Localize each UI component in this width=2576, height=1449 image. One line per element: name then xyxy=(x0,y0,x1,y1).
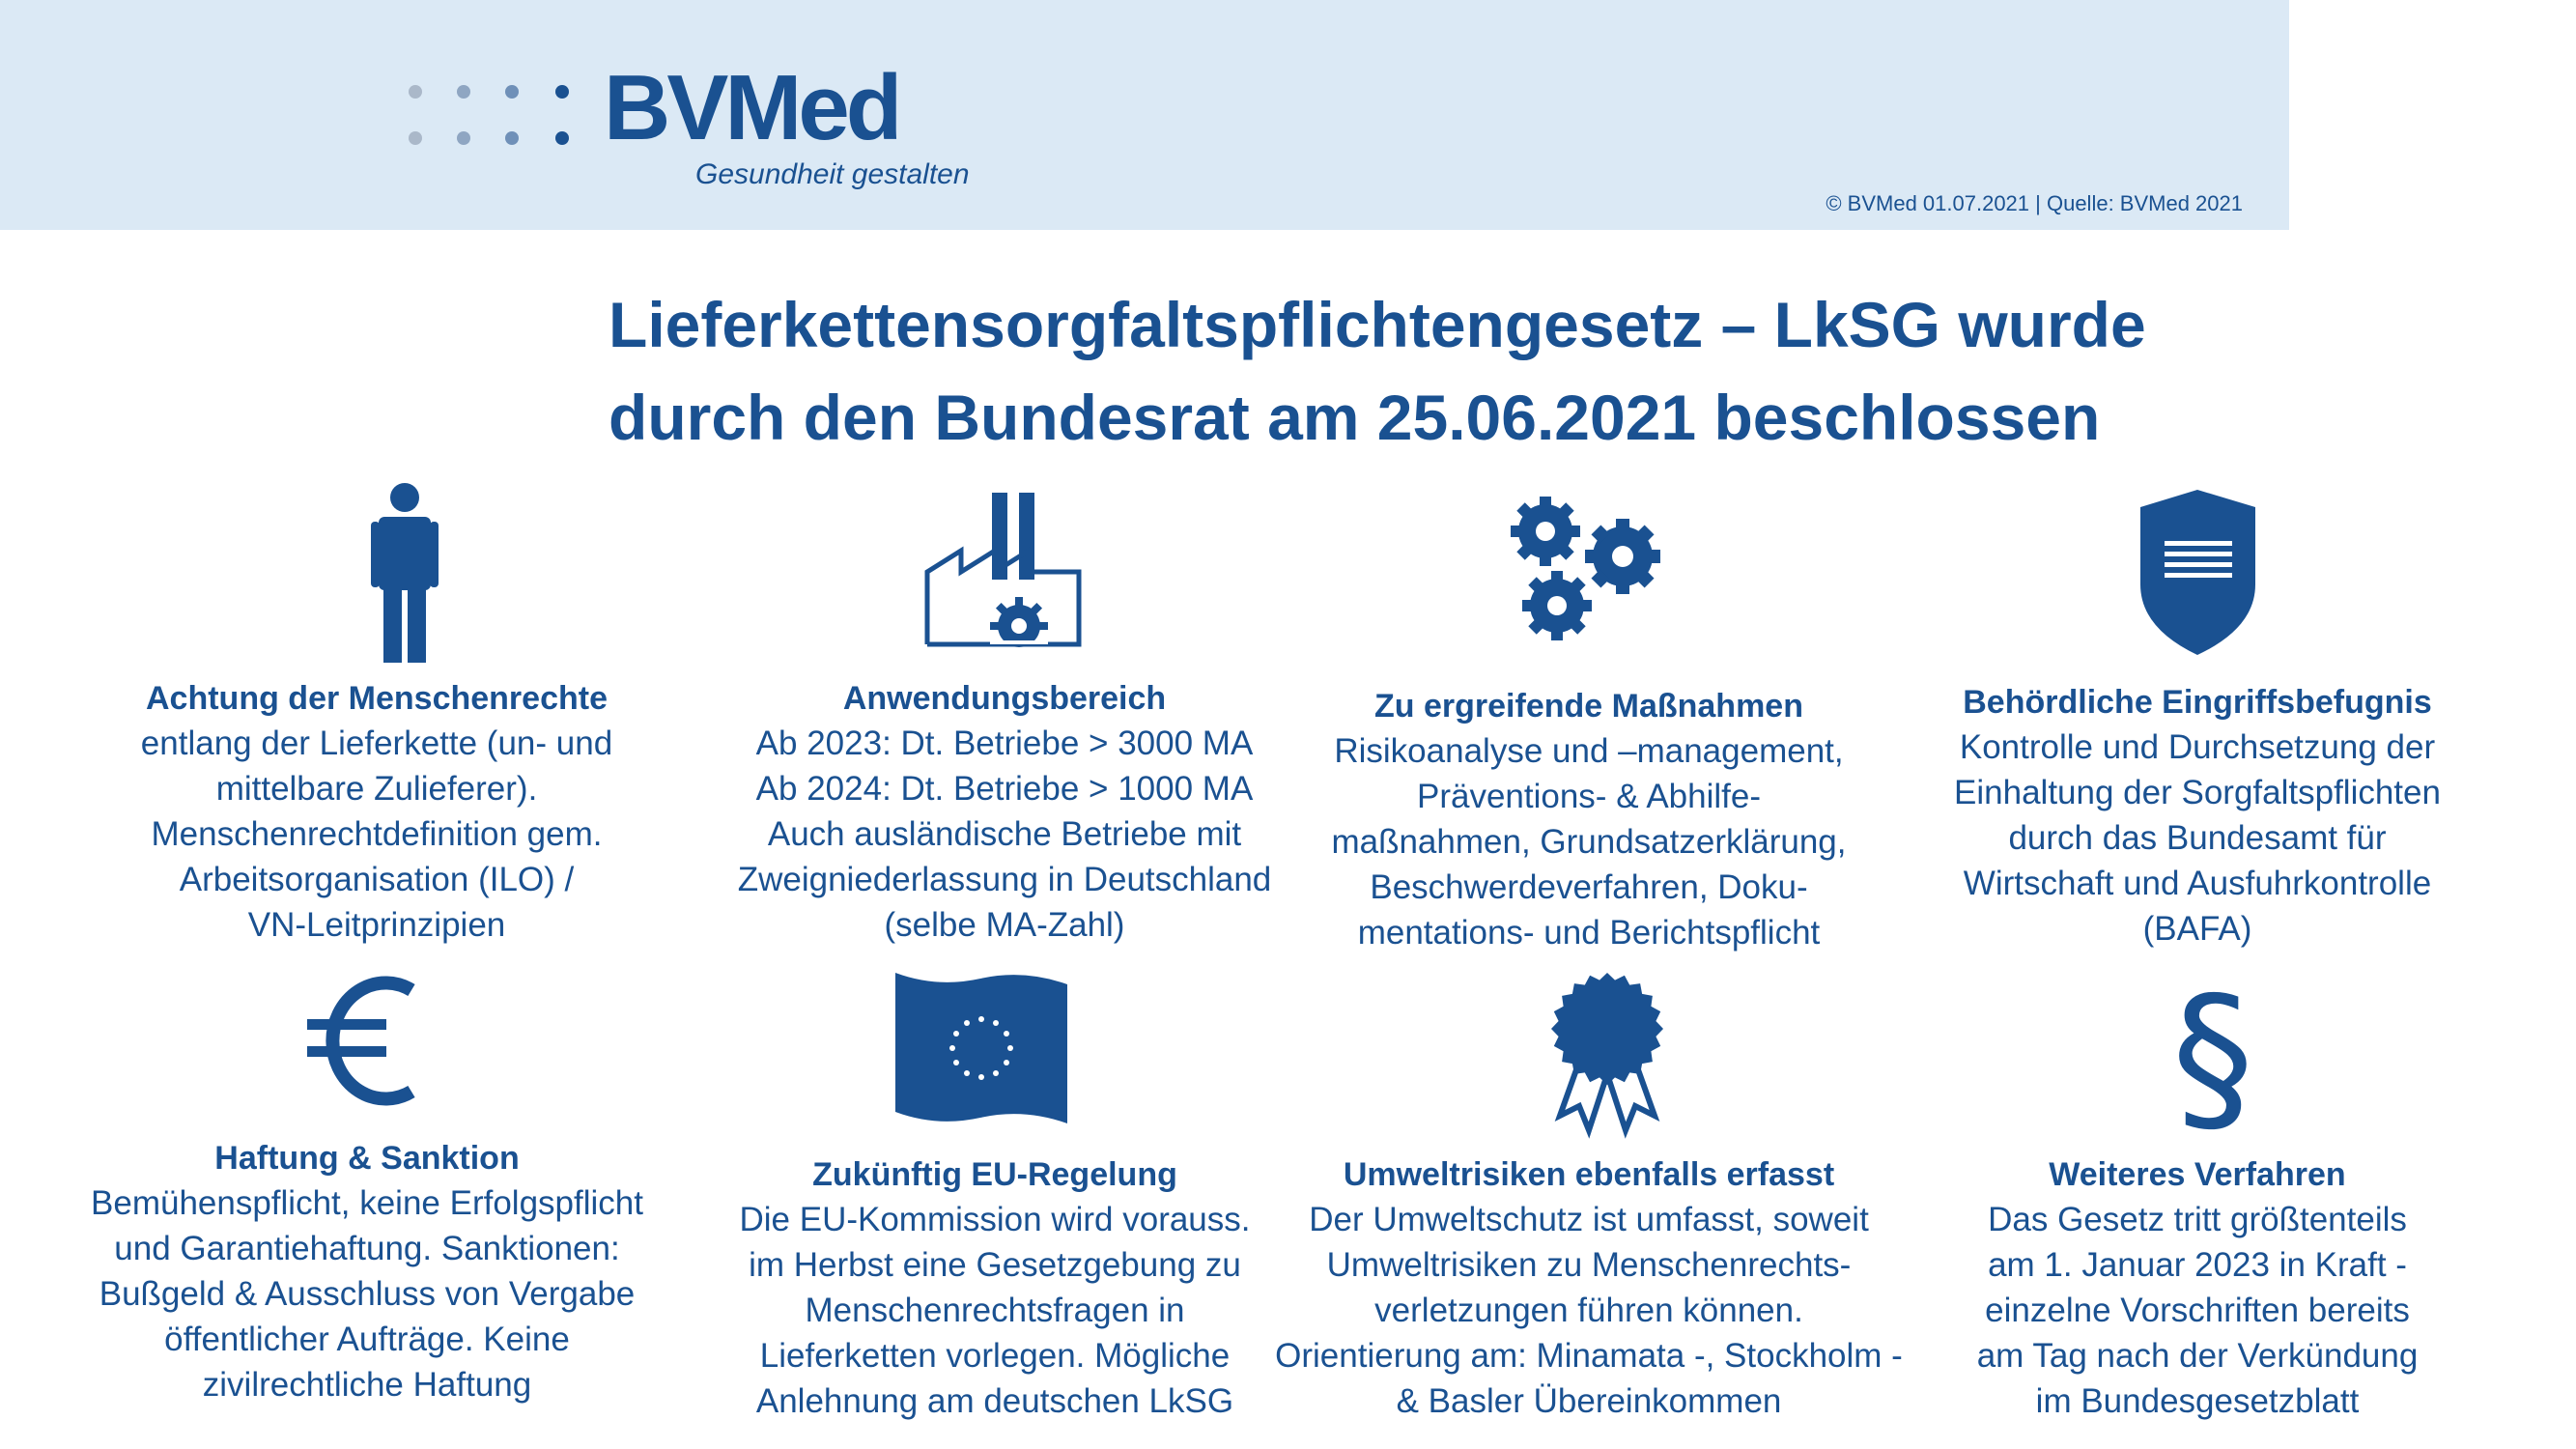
page-title xyxy=(609,278,2347,464)
cell-haftung xyxy=(58,1136,676,1407)
cell-title: Behördliche Eingriffsbefugnis xyxy=(1963,684,2432,721)
logo-wordmark: BVMed xyxy=(604,56,899,159)
cell-anwendungsbereich xyxy=(705,676,1304,948)
cell-text: entlang der Lieferkette (un- und mittelbare Zulieferer). Menschenrechtdefinition gem. Arbeitsorganisation (ILO) / VN-Leitprinzipien xyxy=(140,724,613,944)
copyright-source: © BVMed 01.07.2021 | Quelle: BVMed 2021 xyxy=(1826,191,2243,215)
cell-title: Zukünftig EU-Regelung xyxy=(812,1156,1177,1193)
cell-text: Bemühenspflicht, keine Erfolgspflicht und Garantiehaftung. Sanktionen: Bußgeld & Ausschluss von Vergabe öffentlicher Aufträge. Keine zivilrechtliche Haftung xyxy=(91,1184,643,1404)
gears-icon xyxy=(1509,495,1663,644)
paragraph-icon xyxy=(2171,962,2254,1153)
title-line-1: Lieferkettensorgfaltspflichtengesetz – LkSG wurde xyxy=(609,289,2146,360)
cell-title: Achtung der Menschenrechte xyxy=(146,680,608,717)
cell-text: Der Umweltschutz ist umfasst, soweit Umweltrisiken zu Menschenrechts- verletzungen führen können. Orientierung am: Minamata -, Stockholm - & Basler Übereinkommen xyxy=(1275,1201,1903,1420)
award-rosette-icon xyxy=(1550,971,1664,1135)
cell-text: Die EU-Kommission wird vorauss. im Herbst eine Gesetzgebung zu Menschenrechtsfragen in Lieferketten vorlegen. Mögliche Anlehnung am deutschen LkSG xyxy=(739,1201,1251,1420)
factory-icon xyxy=(922,493,1087,647)
cell-weiteres-verfahren xyxy=(1898,1152,2497,1424)
person-icon xyxy=(371,483,439,663)
cell-menschenrechte xyxy=(77,676,676,948)
logo-dots-icon xyxy=(406,81,584,149)
bvmed-logo xyxy=(406,56,985,203)
cell-title: Zu ergreifende Maßnahmen xyxy=(1374,688,1803,724)
cell-title: Umweltrisiken ebenfalls erfasst xyxy=(1343,1156,1835,1193)
cell-title: Haftung & Sanktion xyxy=(214,1140,520,1177)
cell-umweltrisiken xyxy=(1251,1152,1927,1424)
cell-title: Weiteres Verfahren xyxy=(2049,1156,2346,1193)
svg-text:§: § xyxy=(2171,962,2254,1153)
cell-text: Risikoanalyse und –management, Präventions- & Abhilfe- maßnahmen, Grundsatzerklärung, Beschwerdeverfahren, Doku- mentations- und Berichtspflicht xyxy=(1331,732,1847,952)
eu-flag-icon xyxy=(893,971,1069,1127)
cell-eingriffsbefugnis xyxy=(1898,680,2497,952)
cell-eu-regelung xyxy=(695,1152,1294,1424)
title-line-2: durch den Bundesrat am 25.06.2021 beschlossen xyxy=(609,382,2101,453)
cell-title: Anwendungsbereich xyxy=(842,680,1167,717)
euro-icon xyxy=(307,971,423,1111)
cell-text: Kontrolle und Durchsetzung der Einhaltung der Sorgfaltspflichten durch das Bundesamt für Wirtschaft und Ausfuhrkontrolle (BAFA) xyxy=(1954,728,2441,948)
cell-text: Das Gesetz tritt größtenteils am 1. Januar 2023 in Kraft - einzelne Vorschriften bereits am Tag nach der Verkündung im Bundesgesetzblatt xyxy=(1976,1201,2419,1420)
cell-text: Ab 2023: Dt. Betriebe > 3000 MA Ab 2024: Dt. Betriebe > 1000 MA Auch ausländische Betriebe mit Zweigniederlassung in Deutschland (selbe MA-Zahl) xyxy=(737,724,1272,944)
cell-massnahmen xyxy=(1289,684,1888,955)
shield-icon xyxy=(2137,488,2258,657)
logo-slogan: Gesundheit gestalten xyxy=(695,158,970,190)
